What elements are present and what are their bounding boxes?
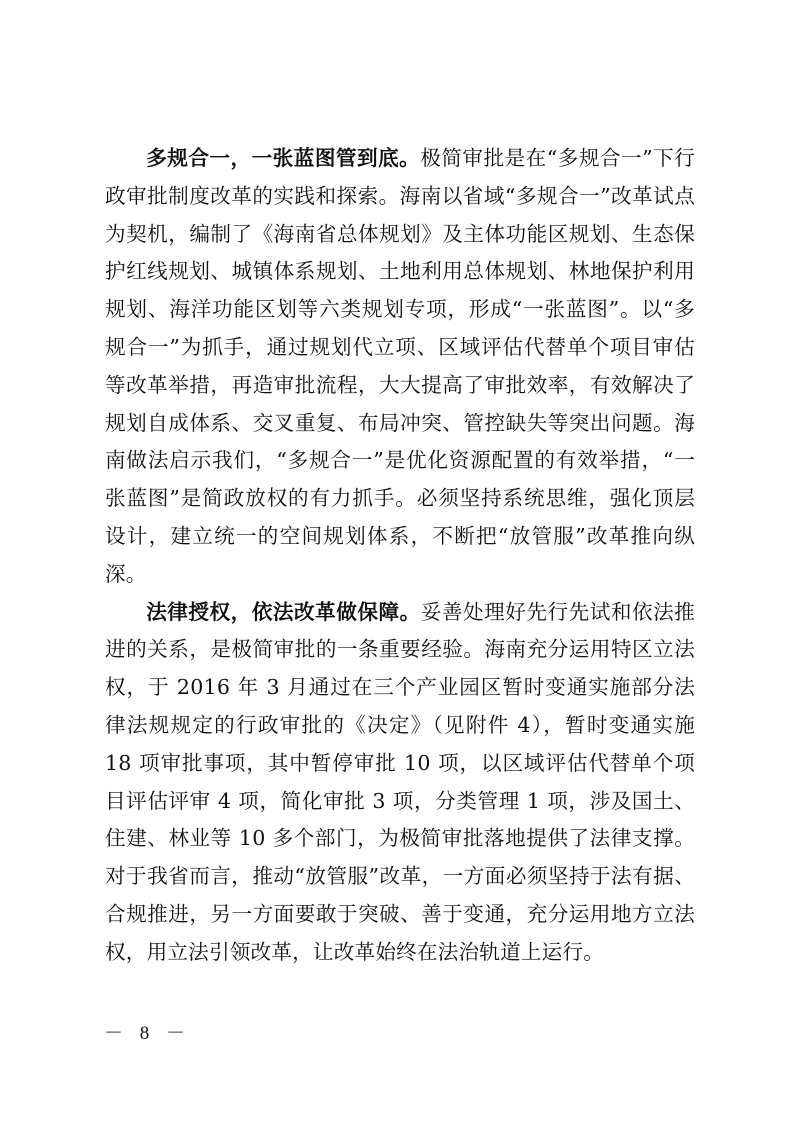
document-body bbox=[105, 140, 695, 972]
paragraph-lead-heading: 多规合一，一张蓝图管到底。 bbox=[146, 146, 421, 170]
paragraph-body-text: 极简审批是在“多规合一”下行政审批制度改革的实践和探索。海南以省域“多规合一”改革试点为契机，编制了《海南省总体规划》及主体功能区规划、生态保护红线规划、城镇体系规划、土地利用总体规划、林地保护利用规划、海洋功能区划等六类规划专项，形成“一张蓝图”。以“多规合一”为抓手，通过规划代立项、区域评估代替单个项目审估等改革举措，再造审批流程，大大提高了审批效率，有效解决了规划自成体系、交叉重复、布局冲突、管控缺失等突出问题。海南做法启示我们，“多规合一”是优化资源配置的有效举措，“一张蓝图”是简政放权的有力抓手。必须坚持系统思维，强化顶层设计，建立统一的空间规划体系，不断把“放管服”改革推向纵深。 bbox=[105, 146, 695, 586]
paragraph-legal-authorization bbox=[105, 594, 695, 972]
paragraph-lead-heading: 法律授权，依法改革做保障。 bbox=[146, 599, 421, 624]
page-number: － 8 － bbox=[104, 1023, 192, 1044]
paragraph-multi-plan-integration bbox=[105, 140, 695, 594]
paragraph-body-text: 妥善处理好先行先试和依法推进的关系，是极简审批的一条重要经验。海南充分运用特区立法权，于 2016 年 3 月通过在三个产业园区暂时变通实施部分法律法规规定的行政审批的《决定》（见附件 4），暂时变通实施 18 项审批事项，其中暂停审批 10 项，以区域评估代替单个项目评估评审 4 项，简化审批 3 项，分类管理 1 项，涉及国土、住建、林业等 10 多个部门，为极简审批落地提供了法律支撑。对于我省而言，推动“放管服”改革，一方面必须坚持于法有据、合规推进，另一方面要敢于突破、善于变通，充分运用地方立法权，用立法引领改革，让改革始终在法治轨道上运行。 bbox=[105, 599, 695, 964]
